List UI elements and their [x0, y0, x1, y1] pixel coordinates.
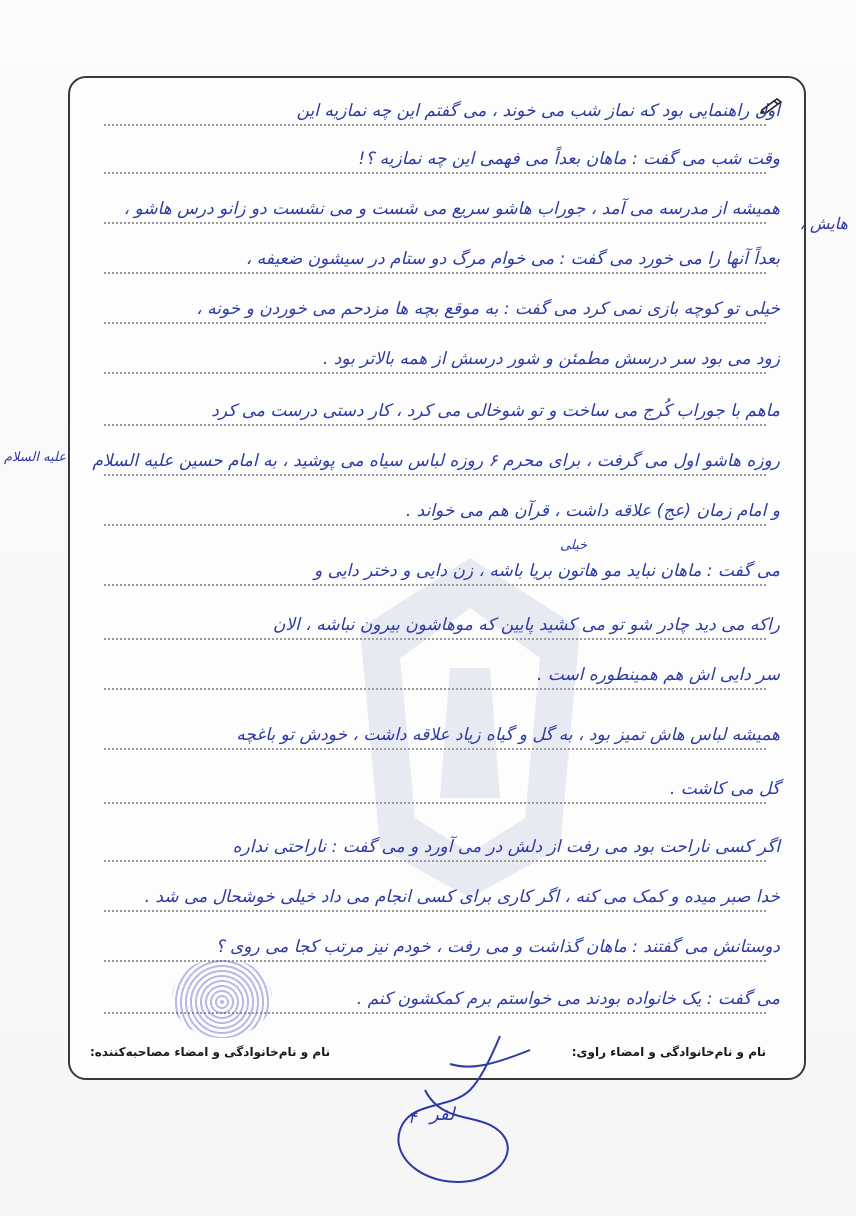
handwritten-text: و امام زمان (عج) علاقه داشت ، قرآن هم می خواند .: [405, 501, 780, 521]
text-line-10: [90, 554, 780, 588]
handwritten-text: ماهم با جوراب کُرج می ساخت و تو شوخالی می کرد ، کار دستی درست می کرد: [211, 401, 780, 421]
text-line-6: [90, 342, 780, 376]
narrator-signature-label: نام و نام‌خانوادگی و امضاء راوی:: [571, 1045, 766, 1059]
margin-note: خیلی: [560, 538, 588, 553]
page-number-prefix: لفر: [430, 1104, 455, 1125]
interviewer-signature-label: نام و نام‌خانوادگی و امضاء مصاحبه‌کننده:: [90, 1045, 331, 1059]
text-line-14: [90, 772, 780, 806]
text-line-7: [90, 394, 780, 428]
text-line-8: [90, 444, 780, 478]
text-line-11: [90, 608, 780, 642]
text-line-12: [90, 658, 780, 692]
handwritten-text: اگر کسی ناراحت بود می رفت از دلش در می آورد و می گفت : ناراحتی نداره: [232, 837, 780, 857]
text-line-9: [90, 494, 780, 528]
handwritten-text: همیشه لباس هاش تمیز بود ، به گل و گیاه زیاد علاقه داشت ، خودش تو باغچه: [236, 725, 780, 745]
handwritten-text: همیشه از مدرسه می آمد ، جوراب هاشو سریع می شست و می نشست دو زانو درس هاشو ،: [123, 199, 780, 219]
handwritten-text: سر دایی اش هم همینطوره است .: [537, 665, 780, 685]
text-line-4: [90, 242, 780, 276]
margin-note: هایش ،: [799, 214, 848, 233]
handwritten-text: خدا صبر میده و کمک می کنه ، اگر کاری برای کسی انجام می داد خیلی خوشحال می شد .: [144, 887, 780, 907]
text-line-17: [90, 930, 780, 964]
handwritten-text: راکه می دید چادر شو تو می کشید پایین که موهاشون بیرون نباشه ، الان: [272, 615, 780, 635]
text-line-5: [90, 292, 780, 326]
handwritten-text: اول راهنمایی بود که نماز شب می خوند ، می گفتم این چه نمازیه این: [296, 101, 780, 121]
text-line-13: [90, 718, 780, 752]
handwritten-text: روزه هاشو اول می گرفت ، برای محرم ۶ روزه لباس سیاه می پوشید ، به امام حسین علیه السلام: [92, 451, 780, 471]
page-number: ۴: [408, 1108, 417, 1127]
handwritten-text: وقت شب می گفت : ماهان بعداً می فهمی این چه نمازیه ؟!: [358, 149, 780, 169]
lined-form-frame: [68, 76, 806, 1080]
handwritten-text: دوستانش می گفتند : ماهان گذاشت و می رفت ، خودم نیز مرتب کجا می روی ؟: [215, 937, 780, 957]
text-line-2: [90, 142, 780, 176]
handwritten-text: زود می بود سر درسش مطمئن و شور درسش از همه بالاتر بود .: [322, 349, 780, 369]
handwritten-signature: [380, 1030, 550, 1190]
handwritten-text: خیلی تو کوچه بازی نمی کرد می گفت : به موقع بچه ها مزدحم می خوردن و خونه ،: [196, 299, 780, 319]
fingerprint-mark: [172, 958, 272, 1038]
handwritten-text: بعداً آنها را می خورد می گفت : می خوام مرگ دو ستام در سیشون ضعیفه ،: [245, 249, 780, 269]
text-line-3: [90, 192, 780, 226]
handwritten-text: می گفت : ماهان نباید مو هاتون بریا باشه ، زن دایی و دختر دایی و: [314, 561, 780, 581]
handwritten-text: گل می کاشت .: [669, 779, 780, 799]
text-line-16: [90, 880, 780, 914]
text-line-1: [90, 94, 780, 128]
handwritten-text: می گفت : یک خانواده بودند می خواستم برم کمکشون کنم .: [356, 989, 780, 1009]
text-line-15: [90, 830, 780, 864]
margin-note: علیه السلام: [4, 450, 67, 465]
